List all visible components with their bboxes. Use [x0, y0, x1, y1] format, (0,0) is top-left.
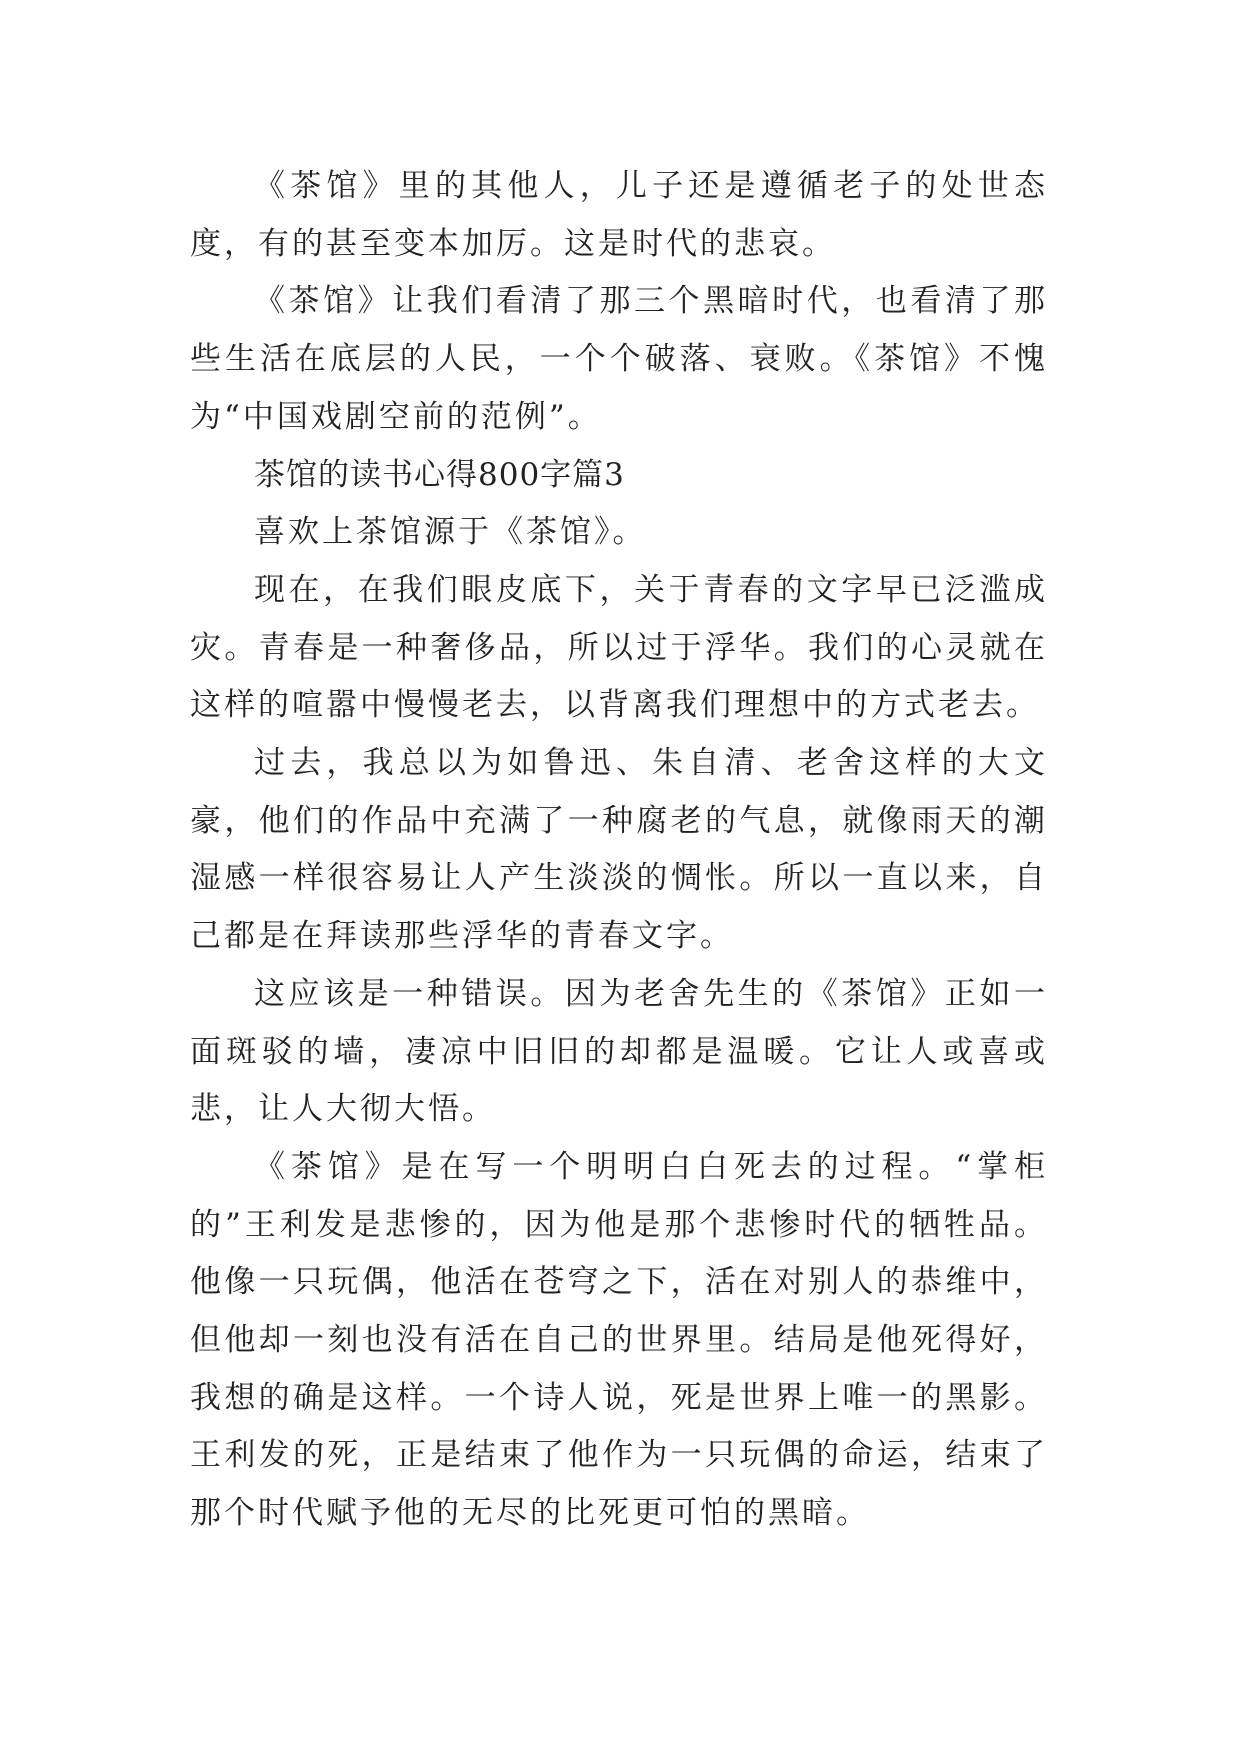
paragraph: 过去，我总以为如鲁迅、朱自清、老舍这样的大文豪，他们的作品中充满了一种腐老的气息，就像雨天的潮湿感一样很容易让人产生淡淡的惆怅。所以一直以来，自己都是在拜读那些浮华的青春文字。	[190, 745, 1048, 955]
document-body	[190, 158, 1048, 1543]
paragraph: 《茶馆》里的其他人，儿子还是遵循老子的处世态度，有的甚至变本加厉。这是时代的悲哀。	[190, 168, 1048, 262]
paragraph: 现在，在我们眼皮底下，关于青春的文字早已泛滥成灾。青春是一种奢侈品，所以过于浮华。我们的心灵就在这样的喧嚣中慢慢老去，以背离我们理想中的方式老去。	[190, 571, 1048, 724]
paragraph: 这应该是一种错误。因为老舍先生的《茶馆》正如一面斑驳的墙，凄凉中旧旧的却都是温暖。它让人或喜或悲，让人大彻大悟。	[190, 975, 1048, 1128]
section-heading: 茶馆的读书心得800字篇3	[254, 456, 625, 493]
paragraph: 《茶馆》让我们看清了那三个黑暗时代，也看清了那些生活在底层的人民，一个个破落、衰败。《茶馆》不愧为“中国戏剧空前的范例”。	[190, 283, 1048, 435]
paragraph: 《茶馆》是在写一个明明白白死去的过程。“掌柜的”王利发是悲惨的，因为他是那个悲惨时代的牺牲品。他像一只玩偶，他活在苍穹之下，活在对别人的恭维中，但他却一刻也没有活在自己的世界里。结局是他死得好，我想的确是这样。一个诗人说，死是世界上唯一的黑影。王利发的死，正是结束了他作为一只玩偶的命运，结束了那个时代赋予他的无尽的比死更可怕的黑暗。	[190, 1148, 1048, 1532]
paragraph: 喜欢上茶馆源于《茶馆》。	[254, 514, 647, 551]
